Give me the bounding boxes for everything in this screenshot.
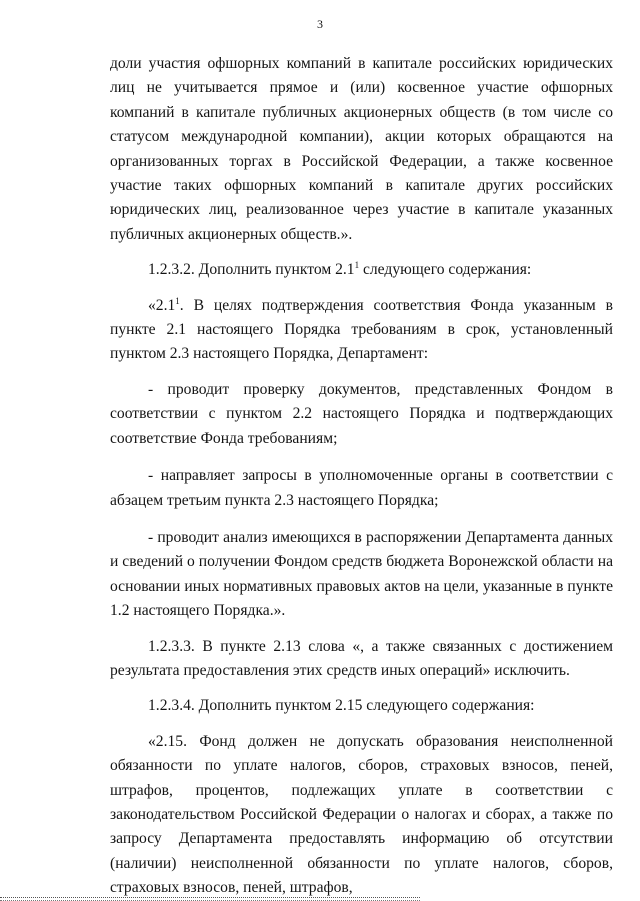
document-body: [110, 52, 613, 901]
paragraph-1-2-3-4: 1.2.3.4. Дополнить пунктом 2.15 следующего содержания:: [148, 697, 535, 715]
paragraph-text: «2.1: [148, 296, 176, 314]
paragraph-continuation: доли участия офшорных компаний в капитале российских юридических лиц не учитывается прямое и (или) косвенное участие офшорных компаний в капитале публичных акционерных обществ (в том числе со статусом международной компании), акции которых обращаются на организованных торгах в Российской Федерации, а также косвенное участие таких офшорных компаний в капитале других российских юридических лиц, реализованное через участие в капитале указанных публичных акционерных обществ.».: [110, 55, 613, 243]
paragraph-2-1-1: [110, 294, 613, 367]
paragraph-text: . В целях подтверждения соответствия Фонда указанным в пункте 2.1 настоящего Порядка требованиям в срок, установленный пунктом 2.3 настоящего Порядка, Департамент:: [110, 296, 613, 363]
list-item-dash: - проводит проверку документов, представленных Фондом в соответствии с пунктом 2.2 настоящего Порядка и подтверждающих соответствие Фонда требованиям;: [110, 380, 613, 447]
superscript: 1: [175, 295, 180, 306]
page-number: 3: [317, 17, 323, 31]
paragraph-1-2-3-3: 1.2.3.3. В пункте 2.13 слова «, а также связанных с достижением результата предоставления этих средств иных операций» исключить.: [110, 637, 613, 679]
paragraph-2-15: «2.15. Фонд должен не допускать образования неисполненной обязанности по уплате налогов, сборов, страховых взносов, пеней, штрафов, процентов, подлежащих уплате в соответствии с законодательством Российской Федерации о налогах и сборах, а также по запросу Департамента предоставлять информацию об отсутствии (наличии) неисполненной обязанности по уплате налогов, сборов, страховых взносов, пеней, штрафов,: [110, 732, 613, 897]
paragraph-text: 1.2.3.2. Дополнить пунктом 2.1: [148, 261, 355, 279]
paragraph-1-2-3-2: [110, 258, 613, 282]
list-item-dash: - проводит анализ имеющихся в распоряжении Департамента данных и сведений о получении Фондом средств бюджета Воронежской области на основании иных нормативных правовых актов на цели, указанные в пункте 1.2 настоящего Порядка.».: [110, 528, 613, 620]
list-item-dash: - направляет запросы в уполномоченные органы в соответствии с абзацем третьим пункта 2.3 настоящего Порядка;: [110, 467, 613, 509]
footer-rule: [0, 897, 420, 901]
superscript: 1: [354, 260, 360, 271]
paragraph-text: следующего содержания:: [359, 261, 532, 279]
